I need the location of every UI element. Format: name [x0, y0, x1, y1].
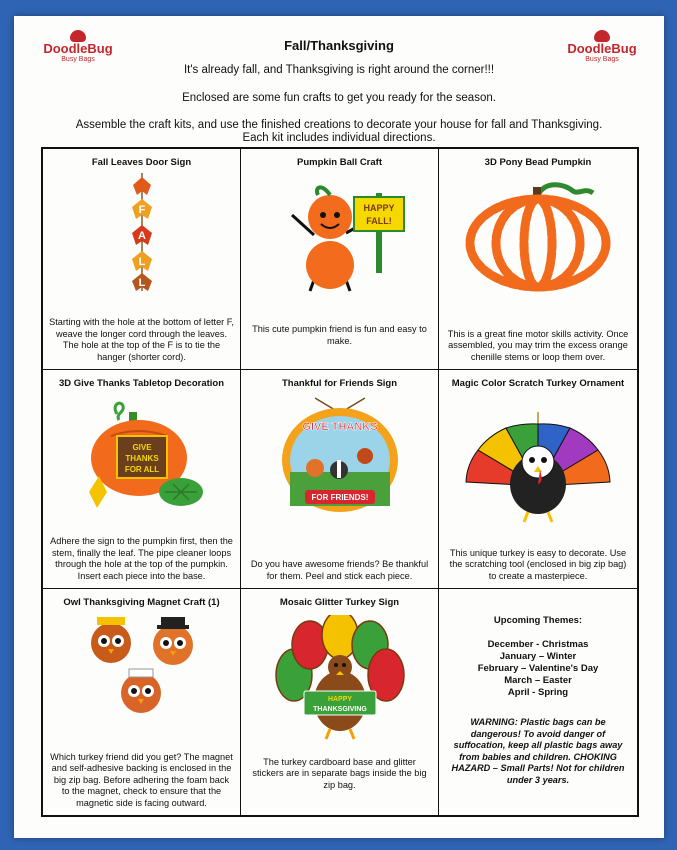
owl-magnet-3	[121, 669, 161, 713]
craft-description: Starting with the hole at the bottom of letter F, weave the longer cord through the leaves. The hole at the top of the F is to tie the hanger (shorter cord).	[49, 317, 234, 362]
craft-title: Fall Leaves Door Sign	[91, 157, 192, 168]
craft-cell-pumpkin-ball	[241, 149, 439, 370]
fall-letter: A	[137, 230, 146, 242]
fall-letter: L	[138, 256, 145, 268]
craft-title: Thankful for Friends Sign	[281, 378, 398, 389]
craft-description: The turkey cardboard base and glitter stickers are in separate bags inside the big zip bag.	[252, 756, 427, 790]
scratch-turkey-ornament-image	[439, 412, 637, 524]
owl-magnet-2	[153, 617, 193, 665]
fall-letter: F	[138, 204, 145, 216]
give-thanks-tabletop-image	[43, 396, 240, 516]
upcoming-themes-title: Upcoming Themes:	[493, 615, 583, 626]
intro-line-1: It's already fall, and Thanksgiving is right around the corner!!!	[183, 64, 495, 76]
craft-grid	[41, 147, 639, 817]
craft-cell-give-thanks-tabletop	[43, 370, 241, 589]
craft-cell-owl-magnet	[43, 589, 241, 815]
craft-title: 3D Give Thanks Tabletop Decoration	[58, 378, 225, 389]
sign-text: FALL!	[365, 216, 392, 226]
owl-magnets-image	[43, 613, 240, 717]
craft-description: Do you have awesome friends? Be thankful for them. Peel and stick each piece.	[250, 559, 429, 581]
craft-cell-scratch-turkey	[439, 370, 637, 589]
logo-name: DoodleBug	[43, 41, 113, 56]
craft-title: 3D Pony Bead Pumpkin	[484, 157, 592, 168]
pony-bead-pumpkin-image	[439, 177, 637, 295]
thankful-friends-sign-image	[241, 396, 438, 516]
craft-description: Adhere the sign to the pumpkin first, then the stem, finally the leaf. The pipe cleaner loops through the hole at the top of the pumpkin. Insert each piece into the base.	[50, 536, 233, 581]
craft-cell-mosaic-turkey	[241, 589, 439, 815]
craft-description: This cute pumpkin friend is fun and easy to make.	[252, 324, 427, 346]
logo-name: DoodleBug	[567, 41, 637, 56]
page-title: Fall/Thanksgiving	[284, 38, 394, 53]
theme-item: January – Winter	[499, 651, 577, 662]
craft-title: Magic Color Scratch Turkey Ornament	[451, 378, 625, 389]
upcoming-themes-cell	[439, 589, 637, 815]
sign-text: GIVE	[131, 443, 152, 452]
sign-text: THANKSGIVING	[312, 706, 367, 713]
craft-description: Which turkey friend did you get? The magnet and self-adhesive backing is enclosed in the big zip bag. Before adhering the foam back to the magnet, check to ensure that the magnetic side is facing outward.	[50, 751, 233, 808]
logo-subtitle: Busy Bags	[585, 56, 619, 63]
sign-text: GIVE THANKS	[301, 421, 378, 433]
instruction-sheet	[14, 16, 664, 838]
sign-text: HAPPY	[327, 696, 352, 703]
owl-magnet-1	[91, 617, 131, 663]
craft-title: Mosaic Glitter Turkey Sign	[279, 597, 400, 608]
theme-item: March – Easter	[504, 675, 572, 686]
sign-text: HAPPY	[362, 203, 395, 213]
mosaic-glitter-turkey-image	[241, 615, 438, 743]
logo-subtitle: Busy Bags	[61, 56, 95, 63]
craft-description: This is a great fine motor skills activity. Once assembled, you may trim the excess orange chenille stems or loop them over.	[447, 328, 629, 362]
intro-line-2: Enclosed are some fun crafts to get you ready for the season.	[182, 92, 496, 104]
pumpkin-ball-image	[241, 175, 438, 295]
fall-letter: L	[138, 277, 145, 289]
upcoming-themes	[443, 615, 633, 699]
craft-cell-pony-bead-pumpkin	[439, 149, 637, 370]
sign-text: FOR FRIENDS!	[311, 493, 368, 502]
theme-item: December - Christmas	[487, 639, 589, 650]
theme-item: April - Spring	[507, 687, 569, 698]
sign-text: THANKS	[124, 454, 159, 463]
craft-cell-thankful-friends	[241, 370, 439, 589]
intro-line-4: Each kit includes individual directions.	[242, 132, 436, 144]
craft-cell-fall-leaves	[43, 149, 241, 370]
fall-leaves-sign-image	[43, 173, 240, 291]
craft-title: Pumpkin Ball Craft	[297, 157, 382, 168]
theme-item: February – Valentine's Day	[477, 663, 599, 674]
sign-text: FOR ALL	[124, 465, 159, 474]
craft-title: Owl Thanksgiving Magnet Craft (1)	[63, 597, 220, 608]
craft-description: This unique turkey is easy to decorate. Use the scratching tool (enclosed in big zip bag) to create a masterpiece.	[449, 547, 627, 581]
safety-warning: WARNING: Plastic bags can be dangerous! To avoid danger of suffocation, keep all plastic bags away from babies and children. CHOKING HAZARD – Small Parts! Not for children under 3 years.	[451, 717, 625, 785]
intro-line-3: Assemble the craft kits, and use the finished creations to decorate your house for fall and Thanksgiving.	[75, 119, 603, 131]
